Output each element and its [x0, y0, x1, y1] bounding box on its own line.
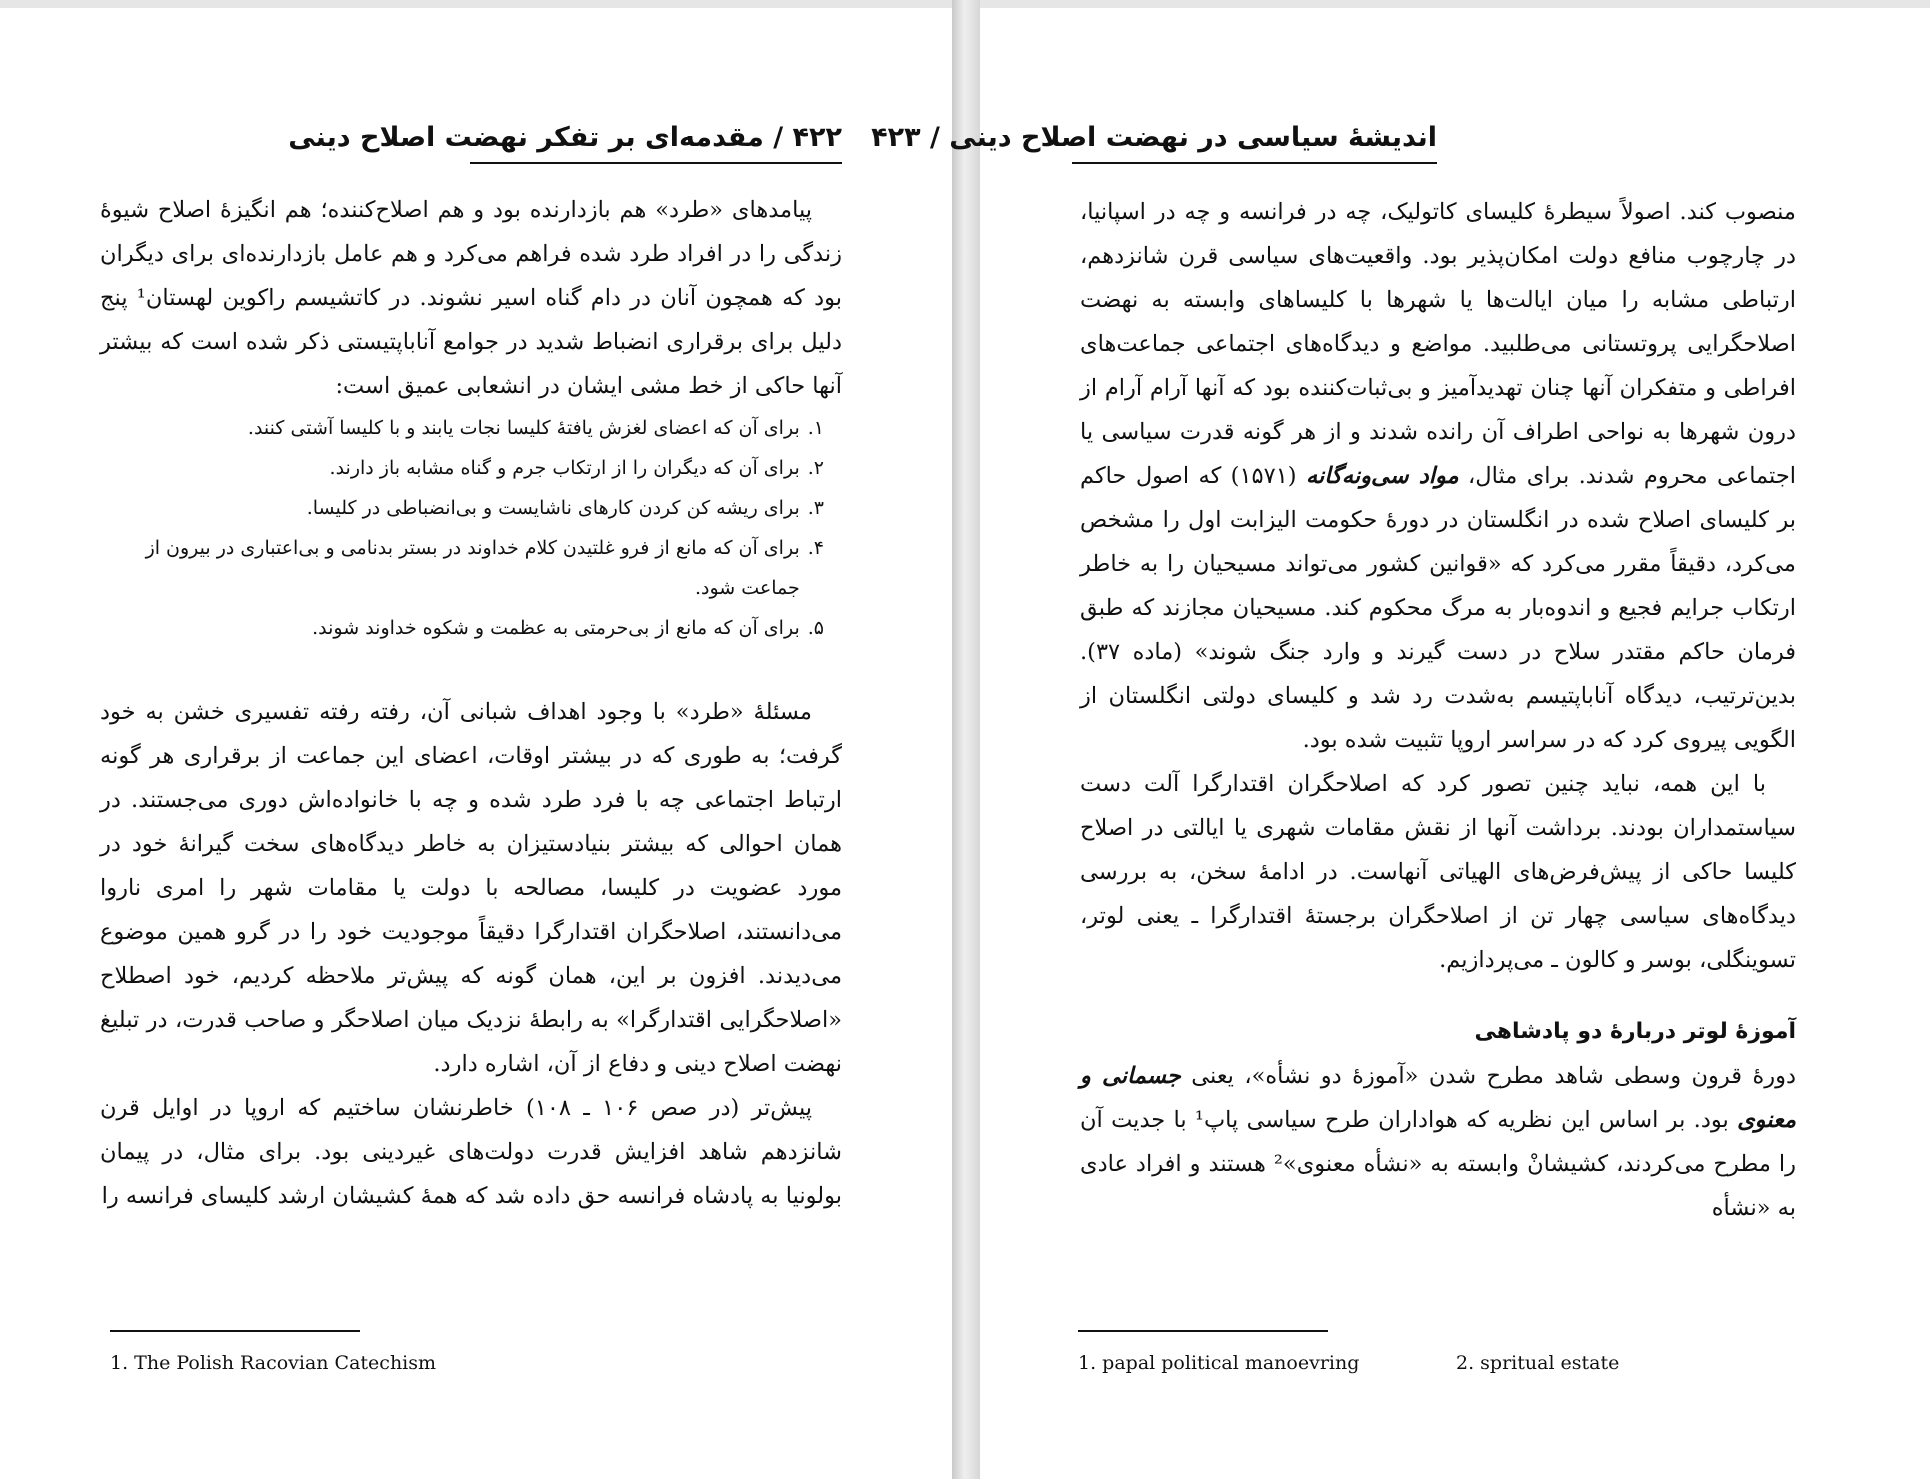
right-paragraph-1-text: منصوب کند. اصولاً سیطرهٔ کلیسای کاتولیک، چه در فرانسه و چه در اسپانیا، در چارچوب منافع دولت امکان‌پذیر بود. واقعیت‌های سیاسی قرن شانزدهم، ارتباطی مشابه را میان ایالت‌ها یا شهرها با کلیساهای وابسته به نهضت اصلاحگرایی پروتستانی می‌طلبید. مواضع و دیدگاه‌های اجتماعی جماعت‌های افراطی و متفکران آنها چنان تهدیدآمیز و بی‌ثبات‌کننده بود که آنها آرام آرام از درون شهرها به نواحی اطراف آن رانده شدند و از هر گونه قدرت سیاسی یا اجتماعی محروم شدند. برای مثال،	[1080, 199, 1797, 489]
list-item	[100, 528, 824, 608]
list-item-text: برای آن که اعضای لغزش یافتهٔ کلیسا نجات یابند و با کلیسا آشتی کنند.	[247, 417, 800, 439]
list-item-number: ۴.	[807, 537, 824, 559]
discipline-reasons-list	[100, 408, 842, 648]
list-item	[100, 408, 824, 448]
list-item-text: برای آن که مانع از بی‌حرمتی به عظمت و شکوه خداوند شوند.	[312, 617, 800, 639]
list-item	[100, 608, 824, 648]
left-page-body	[100, 188, 842, 1218]
right-paragraph-1-continued: (۱۵۷۱) که اصول حاکم بر کلیسای اصلاح شده در انگلستان در دورهٔ حکومت الیزابت اول را مشخص می‌کرد، دقیقاً مقرر می‌کرد که «قوانین کشور می‌تواند مسیحیان را به خاطر ارتکاب جرایم فجیع و اندوه‌بار به مرگ محکوم کند. مسیحیان مجازند که طبق فرمان حاکم مقتدر سلاح در دست گیرند و وارد جنگ شوند» (ماده ۳۷). بدین‌ترتیب، دیدگاه آناباپتیسم به‌شدت رد شد و کلیسای دولتی انگلستان از الگویی پیروی کرد که در سراسر اروپا تثبیت شده بود.	[1080, 463, 1796, 753]
list-item	[100, 448, 824, 488]
right-page-header: اندیشهٔ سیاسی در نهضت اصلاح دینی / ۴۲۳	[1072, 120, 1437, 164]
section-heading: آموزهٔ لوتر دربارهٔ دو پادشاهی	[1474, 1019, 1796, 1044]
left-footnote-1: 1. The Polish Racovian Catechism	[110, 1352, 437, 1374]
right-paragraph-3	[1080, 1054, 1796, 1230]
right-page	[871, 8, 1930, 1479]
list-item-number: ۱.	[807, 417, 824, 439]
list-item-number: ۳.	[807, 497, 824, 519]
right-paragraph-3-text: دورهٔ قرون وسطی شاهد مطرح شدن «آموزهٔ دو نشأه»، یعنی	[1191, 1063, 1797, 1089]
right-paragraph-2: با این همه، نباید چنین تصور کرد که اصلاحگران اقتدارگرا آلت دست سیاستمداران بودند. برداشت آنها از نقش مقامات شهری یا ایالتی در اصلاح کلیسا حاکی از پیش‌فرض‌های الهیاتی آنهاست. در ادامهٔ سخن، به بررسی دیدگاه‌های سیاسی چهار تن از اصلاحگران برجستهٔ اقتدارگرا ـ یعنی لوتر، تسوینگلی، بوسر و کالون ـ می‌پردازیم.	[1080, 771, 1796, 973]
book-gutter	[952, 0, 980, 1479]
left-page	[0, 8, 952, 1479]
left-page-header: ۴۲۲ / مقدمه‌ای بر تفکر نهضت اصلاح دینی	[470, 120, 842, 164]
list-item-text: برای آن که دیگران را از ارتکاب جرم و گناه مشابه باز دارند.	[329, 457, 800, 479]
right-footnote-1: 1. papal political manoevring	[1078, 1352, 1360, 1374]
left-paragraph-1: پیامدهای «طرد» هم بازدارنده بود و هم اصلاح‌کننده؛ هم انگیزهٔ اصلاح شیوهٔ زندگی را در افراد طرد شده فراهم می‌کرد و هم عامل بازدارنده‌ای برای دیگران بود که همچون آنان در دام گناه اسیر نشوند. در کاتشیسم راکوین لهستان¹ پنج دلیل برای برقراری انضباط شدید در جوامع آناباپتیستی ذکر شده است که بیشتر آنها حاکی از خط مشی ایشان در انشعابی عمیق است:	[100, 197, 842, 399]
footnote-divider	[1078, 1330, 1328, 1332]
footnote-divider	[110, 1330, 360, 1332]
left-paragraph-2: مسئلهٔ «طرد» با وجود اهداف شبانی آن، رفته رفته تفسیری خشن به خود گرفت؛ به طوری که در بیشتر اوقات، اعضای این جماعت از برقراری هر گونه ارتباط اجتماعی چه با فرد طرد شده و چه با خانواده‌اش دوری می‌جستند. در همان احوالی که بیشتر بنیادستیزان به خاطر دیدگاه‌های سخت گیرانهٔ خود در مورد عضویت در کلیسا، مصالحه با دولت یا مقامات شهر را امری ناروا می‌دانستند، اصلاحگران اقتدارگرا دقیقاً موجودیت خود را در گرو همین موضوع می‌دیدند. افزون بر این، همان گونه که پیش‌تر ملاحظه کردیم، خود اصطلاح «اصلاحگرایی اقتدارگرا» به رابطهٔ نزدیک میان اصلاحگر و صاحب قدرت، در تبلیغ نهضت اصلاح دینی و دفاع از آن، اشاره دارد.	[100, 699, 842, 1077]
list-item-text: برای آن که مانع از فرو غلتیدن کلام خداوند در بستر بدنامی و بی‌اعتباری در بیرون از جماعت شود.	[145, 537, 800, 599]
right-paragraph-3-continued: بود. بر اساس این نظریه که هواداران طرح سیاسی پاپ¹ با جدیت آن را مطرح می‌کردند، کشیشانْ وابسته به «نشأه معنوی»² هستند و افراد عادی به «نشأه	[1080, 1107, 1797, 1221]
left-paragraph-3: پیش‌تر (در صص ۱۰۶ ـ ۱۰۸) خاطرنشان ساختیم که اروپا در اوایل قرن شانزدهم شاهد افزایش قدرت دولت‌های غیردینی بود. برای مثال، در پیمان بولونیا به پادشاه فرانسه حق داده شد که همهٔ کشیشان ارشد کلیسای فرانسه را	[100, 1095, 842, 1209]
two-estates-term: جسمانی و معنوی	[1080, 1063, 1796, 1133]
list-item-number: ۲.	[807, 457, 824, 479]
list-item	[100, 488, 824, 528]
thirty-nine-articles-term: مواد سی‌و‌نه‌گانه	[1305, 463, 1459, 489]
right-footnote-2: 2. spritual estate	[1456, 1352, 1620, 1374]
right-paragraph-1	[1080, 190, 1796, 762]
list-item-number: ۵.	[807, 617, 824, 639]
right-page-body	[1080, 190, 1796, 1230]
list-item-text: برای ریشه کن کردن کارهای ناشایست و بی‌انضباطی در کلیسا.	[306, 497, 800, 519]
